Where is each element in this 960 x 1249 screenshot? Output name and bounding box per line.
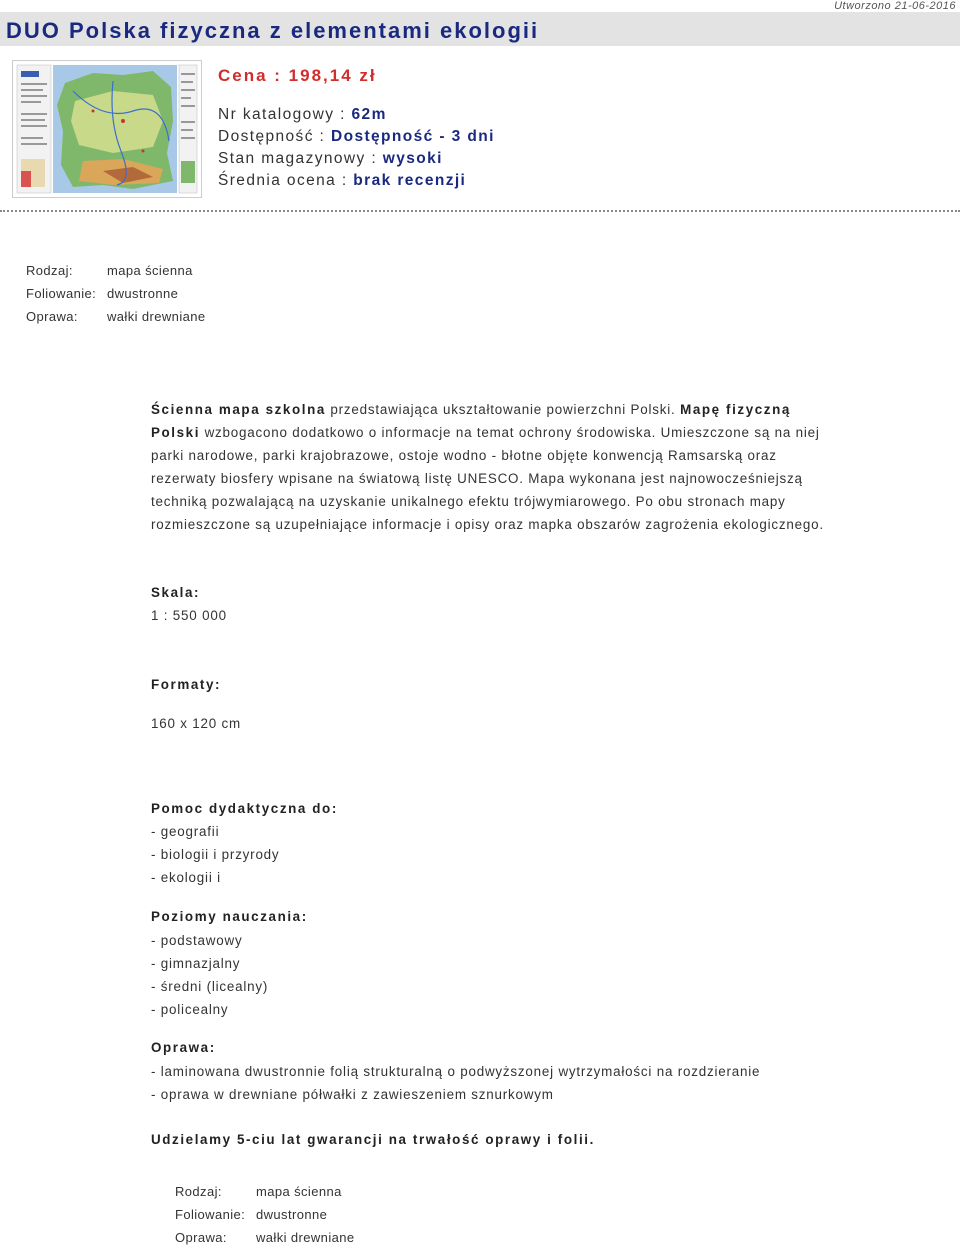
spec-row: Foliowanie: dwustronne — [26, 286, 179, 301]
warranty-note: Udzielamy 5-ciu lat gwarancji na trwałość oprawy i folii. — [151, 1132, 595, 1147]
spec-table-bottom — [175, 1180, 355, 1249]
average-rating: Średnia ocena : brak recenzji — [218, 172, 467, 189]
product-title: DUO Polska fizyczna z elementami ekologii — [6, 18, 540, 43]
list-item: - laminowana dwustronnie folią strukturalną o podwyższonej wytrzymałości na rozdzieranie — [151, 1064, 761, 1079]
binding-heading: Oprawa: — [151, 1040, 216, 1055]
scale-heading: Skala: — [151, 585, 201, 600]
catalog-number: Nr katalogowy : 62m — [218, 106, 387, 123]
scale-value: 1 : 550 000 — [151, 608, 227, 623]
list-item: - ekologii i — [151, 870, 221, 885]
created-date: Utworzono 21-06-2016 — [834, 0, 956, 12]
product-description: Ścienna mapa szkolna przedstawiająca ukształtowanie powierzchni Polski. Mapę fizyczną Polski wzbogacono dodatkowo o informacje na temat ochrony środowiska. Umieszczone są na niej parki narodowe, parki krajobrazowe, ostoje wodno - błotne objęte konwencją Ramsarską oraz rezerwaty biosfery wpisane na światową listę UNESCO. Mapa wykonana jest najnowocześniejszą techniką pozwalającą na uzyskanie unikalnego efektu trójwymiarowego. Po obu stronach mapy rozmieszczone są uzupełniające informacje i opisy oraz mapka obszarów zagrożenia ekologicznego. — [151, 402, 824, 532]
spec-row: Rodzaj: mapa ścienna — [26, 263, 193, 278]
list-item: - podstawowy — [151, 933, 243, 948]
spec-row: Foliowanie: dwustronne — [175, 1207, 328, 1222]
list-item: - średni (licealny) — [151, 979, 269, 994]
section-divider — [0, 210, 960, 212]
availability: Dostępność : Dostępność - 3 dni — [218, 128, 495, 145]
formats-heading: Formaty: — [151, 677, 222, 692]
teaching-aid-list — [151, 820, 279, 889]
list-item: - geografii — [151, 824, 220, 839]
levels-list — [151, 929, 268, 1021]
spec-row: Rodzaj: mapa ścienna — [175, 1184, 342, 1199]
spec-row: Oprawa: wałki drewniane — [175, 1230, 355, 1245]
list-item: - oprawa w drewniane półwałki z zawieszeniem sznurkowym — [151, 1087, 554, 1102]
list-item: - gimnazjalny — [151, 956, 241, 971]
spec-table-top — [26, 259, 206, 328]
list-item: - policealny — [151, 1002, 229, 1017]
spec-row: Oprawa: wałki drewniane — [26, 309, 206, 324]
product-image[interactable] — [12, 60, 202, 198]
product-info — [218, 66, 495, 192]
binding-list — [151, 1060, 760, 1106]
map-thumbnail-icon — [13, 61, 201, 197]
teaching-aid-heading: Pomoc dydaktyczna do: — [151, 801, 338, 816]
list-item: - biologii i przyrody — [151, 847, 280, 862]
formats-value: 160 x 120 cm — [151, 716, 241, 731]
stock-level: Stan magazynowy : wysoki — [218, 150, 443, 167]
price: Cena : 198,14 zł — [218, 66, 377, 85]
levels-heading: Poziomy nauczania: — [151, 909, 308, 924]
